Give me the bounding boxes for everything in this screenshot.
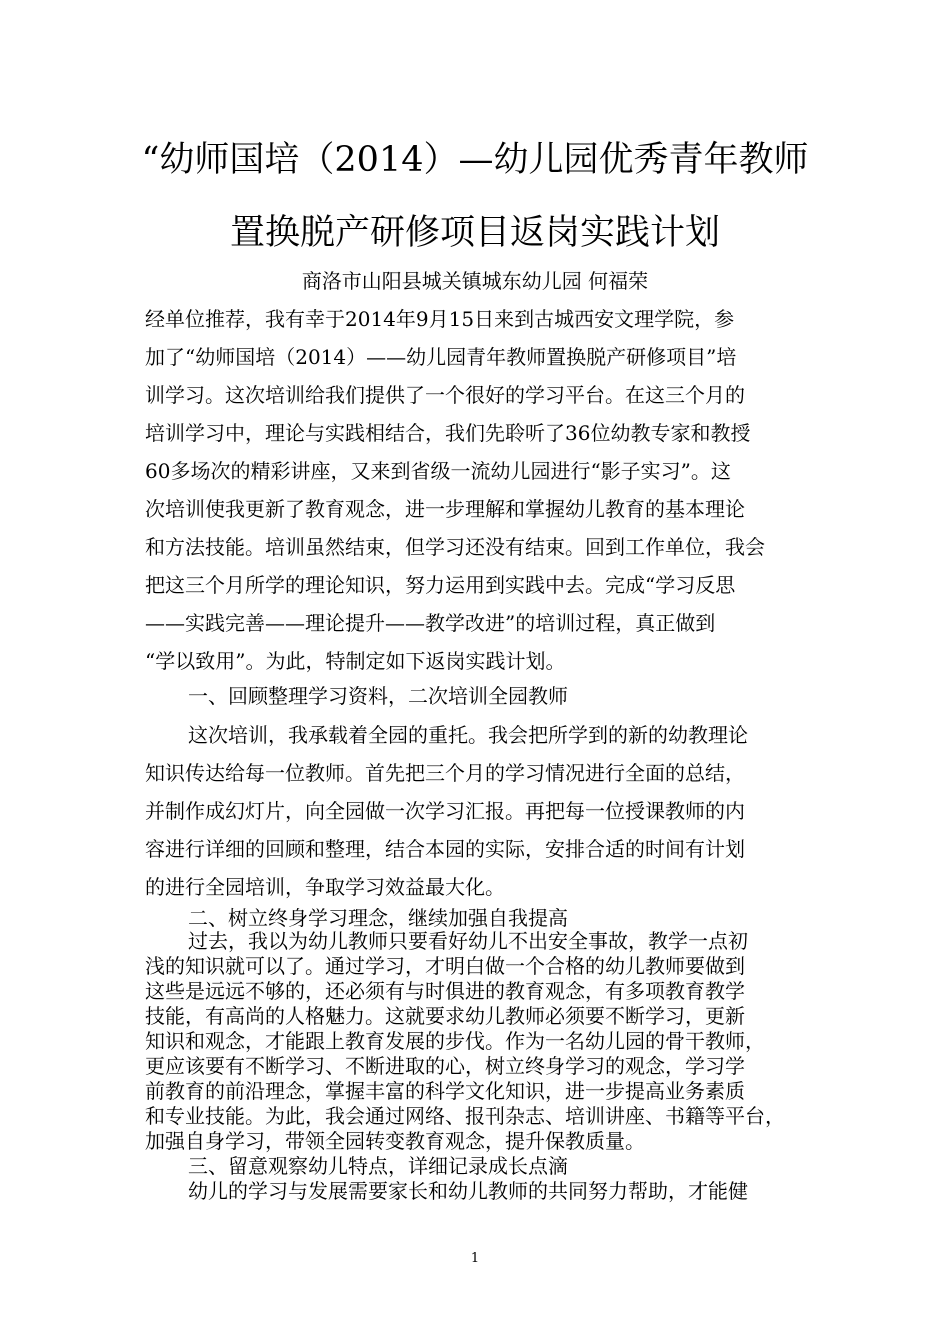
section-1-line: 容进行详细的回顾和整理，结合本园的实际，安排合适的时间有计划 [145,837,745,861]
section-2-line: 和专业技能。为此，我会通过网络、报刊杂志、培训讲座、书籍等平台， [145,1104,785,1128]
document-title-line-2: 置换脱产研修项目返岗实践计划 [229,213,720,253]
intro-line: 经单位推荐，我有幸于2014年9月15日来到古城西安文理学院，参 [145,307,735,331]
document-title-line-1: “幼师国培（2014）—幼儿园优秀青年教师 [141,140,809,180]
section-3-line: 幼儿的学习与发展需要家长和幼儿教师的共同努力帮助，才能健 [188,1179,748,1203]
section-3-heading: 三、留意观察幼儿特点，详细记录成长点滴 [188,1154,568,1178]
section-1-line: 的进行全园培训，争取学习效益最大化。 [145,875,505,899]
section-1-line: 这次培训，我承载着全园的重托。我会把所学到的新的幼教理论 [188,723,748,747]
section-2-line: 前教育的前沿理念，掌握丰富的科学文化知识，进一步提高业务素质 [145,1079,745,1103]
intro-line: 加了“幼师国培（2014）——幼儿园青年教师置换脱产研修项目”培 [145,345,737,369]
intro-line: 把这三个月所学的理论知识，努力运用到实践中去。完成“学习反思 [145,573,736,597]
intro-line: 培训学习中，理论与实践相结合，我们先聆听了36位幼教专家和教授 [145,421,751,445]
section-1-line: 并制作成幻灯片，向全园做一次学习汇报。再把每一位授课教师的内 [145,799,745,823]
section-1-line: 知识传达给每一位教师。首先把三个月的学习情况进行全面的总结， [145,761,745,785]
intro-line: 60多场次的精彩讲座，又来到省级一流幼儿园进行“影子实习”。这 [145,459,731,483]
section-1-heading: 一、回顾整理学习资料，二次培训全园教师 [188,684,568,708]
section-2-line: 这些是远远不够的，还必须有与时俱进的教育观念，有多项教育教学 [145,979,745,1003]
section-2-line: 更应该要有不断学习、不断进取的心，树立终身学习的观念，学习学 [145,1054,745,1078]
section-2-line: 加强自身学习，带领全园转变教育观念，提升保教质量。 [145,1129,645,1153]
author-line: 商洛市山阳县城关镇城东幼儿园 何福荣 [301,269,649,293]
page-number: 1 [470,1251,480,1266]
intro-line: 和方法技能。培训虽然结束，但学习还没有结束。回到工作单位，我会 [145,535,765,559]
section-2-line: 浅的知识就可以了。通过学习，才明白做一个合格的幼儿教师要做到 [145,954,745,978]
intro-line: ——实践完善——理论提升——教学改进”的培训过程，真正做到 [145,611,716,635]
section-2-line: 知识和观念，才能跟上教育发展的步伐。作为一名幼儿园的骨干教师， [145,1029,765,1053]
section-2-heading: 二、树立终身学习理念，继续加强自我提高 [188,906,568,930]
intro-line: “学以致用”。为此，特制定如下返岗实践计划。 [145,649,566,673]
intro-line: 次培训使我更新了教育观念，进一步理解和掌握幼儿教育的基本理论 [145,497,745,521]
section-2-line: 过去，我以为幼儿教师只要看好幼儿不出安全事故，教学一点初 [188,929,748,953]
section-2-line: 技能，有高尚的人格魅力。这就要求幼儿教师必须要不断学习，更新 [145,1004,745,1028]
intro-line: 训学习。这次培训给我们提供了一个很好的学习平台。在这三个月的 [145,383,745,407]
